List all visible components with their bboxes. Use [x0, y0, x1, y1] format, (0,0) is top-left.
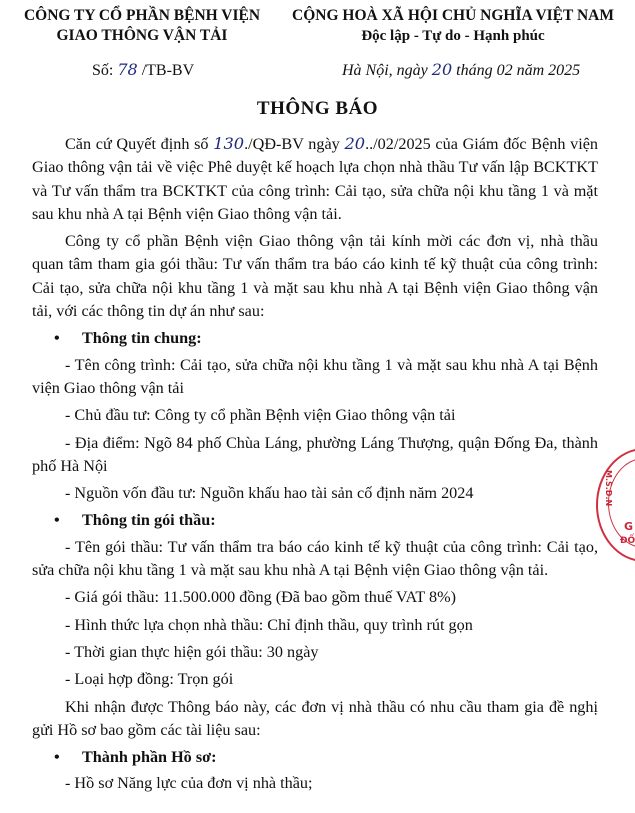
bullet-dot: •: [54, 511, 60, 530]
bullet-dot: •: [54, 329, 60, 348]
location-item: - Địa điểm: Ngõ 84 phố Chùa Láng, phường Láng Thượng, quận Đống Đa, thành phố Hà Nội: [32, 433, 598, 475]
issuer-header: [20, 6, 264, 46]
intro-text-1: Căn cứ Quyết định số: [65, 135, 214, 153]
date-day: 20: [431, 60, 453, 79]
decision-number: 130: [213, 134, 245, 153]
stamp-text-top: M.S.D.N: [604, 470, 613, 507]
document-body: [32, 132, 598, 800]
reference-prefix: Số:: [92, 62, 118, 79]
bullet-dot: •: [54, 748, 60, 767]
national-header: [272, 6, 634, 46]
date-suffix: tháng 02 năm 2025: [452, 62, 581, 79]
date-prefix: Hà Nội, ngày: [342, 62, 432, 79]
company-name-line2: GIAO THÔNG VẬN TẢI: [56, 27, 228, 44]
intro-text-2: ./QĐ-BV ngày: [244, 135, 345, 153]
general-info-label: Thông tin chung:: [82, 329, 202, 348]
project-name-item: - Tên công trình: Cải tạo, sửa chữa nội khu tầng 1 và mặt sau khu nhà A tại Bệnh viện Giao thông vận tải: [32, 355, 598, 397]
intro-text-3: ../02/2025 của Giám đốc Bệnh viện Giao thông vận tải về việc Phê duyệt kế hoạch lựa chọn nhà thầu Tư vấn lập BCKTKT và Tư vấn thẩm tra BCKTKT của công trình: Cải tạo, sửa chữa nội khu tầng 1 và mặt sau khu nhà A tại Bệnh viện Giao thông vận tải.: [32, 135, 598, 223]
document-date: [342, 60, 580, 80]
intro-paragraph: [32, 132, 598, 226]
dossier-label: Thành phần Hồ sơ:: [82, 748, 217, 767]
stamp-text-bottom: ĐỐ: [620, 536, 635, 546]
funding-item: - Nguồn vốn đầu tư: Nguồn khấu hao tài sản cố định năm 2024: [65, 484, 474, 503]
reference-number: 78: [117, 60, 138, 79]
document-title: THÔNG BÁO: [256, 98, 379, 119]
general-info-heading: [32, 327, 598, 350]
package-info-label: Thông tin gói thầu:: [82, 511, 216, 530]
package-info-heading: [32, 509, 598, 532]
document-reference: [92, 60, 194, 80]
company-name-line1: CÔNG TY CỔ PHẦN BỆNH VIỆN: [23, 7, 261, 24]
selection-method-item: - Hình thức lựa chọn nhà thầu: Chỉ định thầu, quy trình rút gọn: [65, 615, 473, 634]
invitation-paragraph: Công ty cổ phần Bệnh viện Giao thông vận tải kính mời các đơn vị, nhà thầu quan tâm tham gia gói thầu: Tư vấn thẩm tra báo cáo kinh tế kỹ thuật của công trình: Cải tạo, sửa chữa nội khu tầng 1 và mặt sau khu nhà A tại Bệnh viện Giao thông vận tải, với các thông tin dự án như sau:: [32, 232, 598, 321]
reference-suffix: /TB-BV: [137, 62, 195, 79]
dossier-heading: [32, 746, 598, 769]
contract-type-item: - Loại hợp đồng: Trọn gói: [65, 670, 234, 689]
request-paragraph: Khi nhận được Thông báo này, các đơn vị nhà thầu có nhu cầu tham gia đề nghị gửi Hồ sơ bao gồm các tài liệu sau:: [32, 697, 598, 739]
package-name-item: - Tên gói thầu: Tư vấn thẩm tra báo cáo kinh tế kỹ thuật của công trình: Cải tạo, sửa chữa nội khu tầng 1 và mặt sau khu nhà A tại Bệnh viện Giao thông vận tải.: [32, 537, 598, 580]
decision-day: 20: [344, 134, 366, 153]
package-price-item: - Giá gói thầu: 11.500.000 đồng (Đã bao gồm thuế VAT 8%): [65, 588, 457, 607]
duration-item: - Thời gian thực hiện gói thầu: 30 ngày: [65, 642, 319, 661]
dossier-item: - Hồ sơ Năng lực của đơn vị nhà thầu;: [65, 774, 313, 793]
national-motto: Độc lập - Tự do - Hạnh phúc: [361, 28, 545, 44]
stamp-text-side: G: [624, 520, 634, 533]
nation-name: CỘNG HOÀ XÃ HỘI CHỦ NGHĨA VIỆT NAM: [292, 7, 614, 24]
investor-item: - Chủ đầu tư: Công ty cổ phần Bệnh viện Giao thông vận tải: [65, 406, 456, 425]
